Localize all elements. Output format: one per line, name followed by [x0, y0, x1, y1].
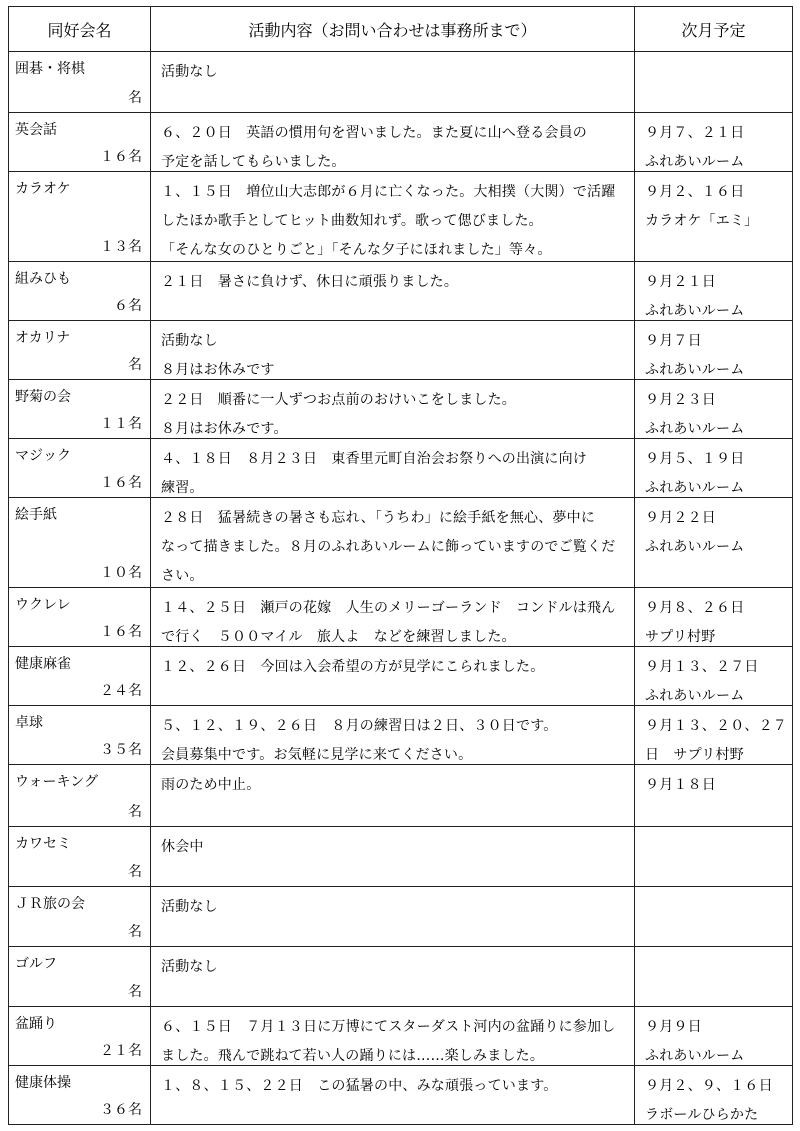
next-month-line: ９月２３日 [645, 392, 716, 408]
table-row [9, 498, 793, 588]
next-month-cell [635, 172, 793, 262]
club-cell [9, 765, 151, 827]
activity-cell [151, 52, 635, 113]
activity-line: ８月はお休みです [161, 362, 275, 378]
member-count: １６名 [100, 149, 142, 165]
club-name: ウォーキング [15, 774, 99, 790]
activity-line: ４、１８日 ８月２３日 東香里元町自治会お祭りへの出演に向け [161, 451, 587, 467]
activity-line: １４、２５日 瀬戸の花嫁 人生のメリーゴーランド コンドルは飛ん [161, 600, 616, 616]
club-cell [9, 827, 151, 887]
member-count: ２４名 [100, 683, 142, 699]
activity-line: 雨のため中止。 [161, 777, 261, 793]
activity-line: ６、１５日 ７月１３日に万博にてスターダスト河内の盆踊りに参加し [161, 1019, 616, 1035]
activity-cell [151, 1007, 635, 1066]
club-cell [9, 380, 151, 439]
club-cell [9, 172, 151, 262]
club-name: 盆踊り [15, 1016, 57, 1032]
club-name: 健康麻雀 [15, 656, 71, 672]
member-count: １３名 [100, 239, 142, 255]
next-month-cell [635, 321, 793, 380]
next-month-line: ９月９日 [645, 1019, 702, 1035]
activity-line: 活動なし [161, 959, 218, 975]
next-month-line: ９月２、１６日 [645, 184, 745, 200]
next-month-line: ９月２２日 [645, 510, 716, 526]
activity-line: 予定を話してもらいました。 [161, 154, 346, 170]
next-month-cell [635, 439, 793, 498]
activity-line: で行く ５００マイル 旅人よ などを練習しました。 [161, 629, 516, 645]
member-count: １６名 [100, 624, 142, 640]
activity-line: 休会中 [161, 839, 204, 855]
header-next-month: 次月予定 [635, 7, 793, 52]
next-month-cell [635, 947, 793, 1007]
club-name: 野菊の会 [15, 389, 71, 405]
club-cell [9, 887, 151, 947]
member-count: ３５名 [100, 742, 142, 758]
next-month-line: ふれあいルーム [645, 1048, 745, 1064]
club-name: 囲碁・将棋 [15, 61, 85, 77]
activity-line: ２２日 順番に一人ずつお点前のおけいこをしました。 [161, 392, 516, 408]
activity-line: さい。 [161, 568, 204, 584]
member-count: １６名 [100, 475, 142, 491]
next-month-line: ラボールひらかた [645, 1107, 759, 1123]
activity-line: １、１５日 増位山大志郎が６月に亡くなった。大相撲（大関）で活躍 [161, 184, 616, 200]
next-month-cell [635, 647, 793, 706]
activity-line: ８月はお休みです。 [161, 421, 288, 437]
member-count: 名 [128, 357, 142, 373]
activity-line: 活動なし [161, 333, 218, 349]
table-body [9, 52, 793, 1125]
table-row [9, 380, 793, 439]
next-month-cell [635, 1007, 793, 1066]
club-name: カワセミ [15, 836, 71, 852]
club-cell [9, 1066, 151, 1125]
table-row [9, 1007, 793, 1066]
member-count: 名 [128, 804, 142, 820]
club-cell [9, 706, 151, 765]
header-activity: 活動内容（お問い合わせは事務所まで） [151, 7, 635, 52]
header-club-name: 同好会名 [9, 7, 151, 52]
club-cell [9, 52, 151, 113]
activity-line: ました。飛んで跳ねて若い人の踊りには……楽しみました。 [161, 1048, 545, 1064]
activity-line: 活動なし [161, 899, 218, 915]
activity-cell [151, 380, 635, 439]
activity-line: 会員募集中です。お気軽に見学に来てください。 [161, 747, 473, 763]
member-count: １０名 [100, 565, 142, 581]
activity-cell [151, 887, 635, 947]
next-month-cell [635, 498, 793, 588]
table-row [9, 647, 793, 706]
next-month-cell [635, 706, 793, 765]
activity-cell [151, 321, 635, 380]
club-cell [9, 588, 151, 647]
activity-cell [151, 172, 635, 262]
activity-line: ５、１２、１９、２６日 ８月の練習日は２日、３０日です。 [161, 718, 558, 734]
activity-line: １２、２６日 今回は入会希望の方が見学にこられました。 [161, 659, 545, 675]
activity-cell [151, 827, 635, 887]
club-name: ＪＲ旅の会 [15, 896, 85, 912]
table-row [9, 52, 793, 113]
table-row [9, 765, 793, 827]
club-name: 組みひも [15, 271, 71, 287]
next-month-line: ふれあいルーム [645, 303, 745, 319]
next-month-line: ふれあいルーム [645, 154, 745, 170]
activity-cell [151, 706, 635, 765]
activity-line: １、８、１５、２２日 この猛暑の中、みな頑張っています。 [161, 1078, 558, 1094]
next-month-line: ９月８、２６日 [645, 600, 745, 616]
table-header-row [9, 7, 793, 52]
next-month-line: ９月７、２１日 [645, 125, 745, 141]
table-row [9, 827, 793, 887]
activity-cell [151, 588, 635, 647]
next-month-line: ９月１８日 [645, 777, 716, 793]
activity-line: なって描きました。８月のふれあいルームに飾っていますのでご覧くだ [161, 539, 616, 555]
member-count: 名 [128, 90, 142, 106]
next-month-line: ふれあいルーム [645, 362, 745, 378]
activity-cell [151, 439, 635, 498]
next-month-cell [635, 262, 793, 321]
next-month-cell [635, 1066, 793, 1125]
next-month-line: ９月１３、２７日 [645, 659, 759, 675]
next-month-line: ９月２、９、１６日 [645, 1078, 773, 1094]
activity-cell [151, 947, 635, 1007]
table-row [9, 1066, 793, 1125]
club-name: オカリナ [15, 330, 71, 346]
next-month-line: ふれあいルーム [645, 421, 745, 437]
member-count: ２１名 [100, 1043, 142, 1059]
activity-line: ２１日 暑さに負けず、休日に頑張りました。 [161, 274, 459, 290]
club-name: ゴルフ [15, 956, 57, 972]
club-name: マジック [15, 448, 71, 464]
club-cell [9, 1007, 151, 1066]
member-count: ６名 [114, 298, 142, 314]
next-month-cell [635, 827, 793, 887]
club-activity-table [8, 6, 793, 1125]
table-row [9, 321, 793, 380]
next-month-line: ふれあいルーム [645, 539, 745, 555]
activity-cell [151, 765, 635, 827]
next-month-line: カラオケ「エミ」 [645, 213, 759, 229]
table-row [9, 947, 793, 1007]
activity-cell [151, 1066, 635, 1125]
next-month-line: ９月７日 [645, 333, 702, 349]
activity-line: 「そんな女のひとりごと」「そんな夕子にほれました」等々。 [161, 242, 552, 258]
table-row [9, 588, 793, 647]
member-count: １１名 [100, 416, 142, 432]
activity-line: ２８日 猛暑続きの暑さも忘れ、「うちわ」に絵手紙を無心、夢中に [161, 510, 596, 526]
club-cell [9, 647, 151, 706]
club-name: 健康体操 [15, 1075, 71, 1091]
table-row [9, 706, 793, 765]
table-row [9, 113, 793, 172]
table-row [9, 439, 793, 498]
member-count: 名 [128, 924, 142, 940]
next-month-cell [635, 765, 793, 827]
club-cell [9, 498, 151, 588]
club-cell [9, 113, 151, 172]
table-row [9, 887, 793, 947]
club-cell [9, 947, 151, 1007]
activity-cell [151, 498, 635, 588]
next-month-line: ９月１３、２０、２７ [645, 718, 787, 734]
club-name: 絵手紙 [15, 507, 57, 523]
next-month-line: 日 サプリ村野 [645, 747, 744, 763]
club-name: ウクレレ [15, 597, 71, 613]
member-count: 名 [128, 864, 142, 880]
activity-line: したほか歌手としてヒット曲数知れず。歌って偲びました。 [161, 213, 543, 229]
next-month-line: ふれあいルーム [645, 688, 745, 704]
table-row [9, 262, 793, 321]
next-month-cell [635, 588, 793, 647]
next-month-cell [635, 887, 793, 947]
next-month-cell [635, 52, 793, 113]
club-cell [9, 262, 151, 321]
activity-line: 活動なし [161, 64, 218, 80]
next-month-line: ふれあいルーム [645, 480, 745, 496]
club-name: 英会話 [15, 122, 57, 138]
next-month-line: サプリ村野 [645, 629, 716, 645]
next-month-line: ９月２１日 [645, 274, 716, 290]
table-row [9, 172, 793, 262]
next-month-cell [635, 113, 793, 172]
next-month-line: ９月５、１９日 [645, 451, 745, 467]
club-cell [9, 439, 151, 498]
member-count: ３６名 [100, 1102, 142, 1118]
club-cell [9, 321, 151, 380]
club-name: カラオケ [15, 181, 71, 197]
club-name: 卓球 [15, 715, 43, 731]
next-month-cell [635, 380, 793, 439]
activity-cell [151, 113, 635, 172]
activity-line: 練習。 [161, 480, 204, 496]
member-count: 名 [128, 984, 142, 1000]
activity-line: ６、２０日 英語の慣用句を習いました。また夏に山へ登る会員の [161, 125, 587, 141]
activity-cell [151, 647, 635, 706]
activity-cell [151, 262, 635, 321]
